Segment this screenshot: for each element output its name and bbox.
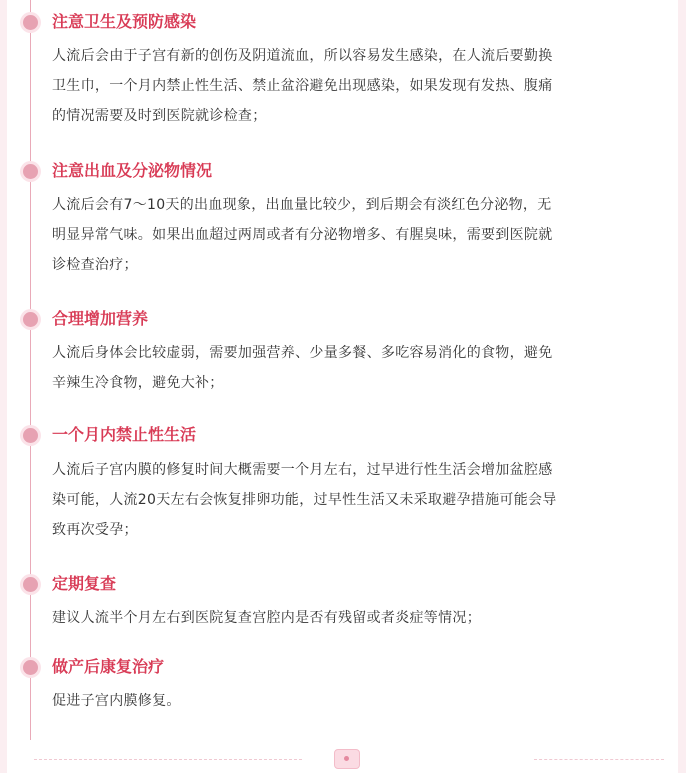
bullet-dot-icon <box>23 660 38 675</box>
section-body <box>52 41 664 131</box>
right-border-decoration <box>678 0 686 773</box>
body-line: 致再次受孕； <box>52 522 138 538</box>
section-heading: 注意卫生及预防感染 <box>52 12 197 31</box>
bullet-dot-icon <box>23 428 38 443</box>
left-border-decoration <box>0 0 7 773</box>
body-line: 的情况需要及时到医院就诊检查； <box>52 108 267 124</box>
section-heading: 做产后康复治疗 <box>52 657 165 676</box>
decorative-badge-icon <box>334 749 360 769</box>
section-body <box>52 603 664 633</box>
section-body <box>52 190 664 280</box>
bullet-dot-icon <box>23 15 38 30</box>
body-line: 卫生巾，一个月内禁止性生活、禁止盆浴避免出现感染，如果发现有发热、腹痛 <box>52 78 553 94</box>
section-body <box>52 338 664 398</box>
section-heading: 一个月内禁止性生活 <box>52 425 197 444</box>
section-heading: 合理增加营养 <box>52 309 149 328</box>
body-line: 明显异常气味。如果出血超过两周或者有分泌物增多、有腥臭味，需要到医院就 <box>52 227 553 243</box>
section-heading: 注意出血及分泌物情况 <box>52 161 213 180</box>
section-heading: 定期复查 <box>52 574 117 593</box>
section-body <box>52 455 664 545</box>
body-line: 促进子宫内膜修复。 <box>52 693 181 709</box>
dashed-divider-left <box>34 759 302 760</box>
body-line: 辛辣生冷食物，避免大补； <box>52 375 224 391</box>
body-line: 人流后会由于子宫有新的创伤及阴道流血，所以容易发生感染，在人流后要勤换 <box>52 48 553 64</box>
body-line: 建议人流半个月左右到医院复查宫腔内是否有残留或者炎症等情况； <box>52 610 481 626</box>
bullet-dot-icon <box>23 164 38 179</box>
body-line: 染可能，人流20天左右会恢复排卵功能，过早性生活又未采取避孕措施可能会导 <box>52 492 557 508</box>
timeline-line <box>30 0 31 740</box>
section-body <box>52 686 664 716</box>
footer-divider <box>0 745 686 773</box>
body-line: 人流后子宫内膜的修复时间大概需要一个月左右，过早进行性生活会增加盆腔感 <box>52 462 553 478</box>
dashed-divider-right <box>534 759 664 760</box>
bullet-dot-icon <box>23 577 38 592</box>
body-line: 人流后身体会比较虚弱，需要加强营养、少量多餐、多吃容易消化的食物，避免 <box>52 345 553 361</box>
body-line: 人流后会有7～10天的出血现象，出血量比较少，到后期会有淡红色分泌物，无 <box>52 197 552 213</box>
bullet-dot-icon <box>23 312 38 327</box>
body-line: 诊检查治疗； <box>52 257 138 273</box>
